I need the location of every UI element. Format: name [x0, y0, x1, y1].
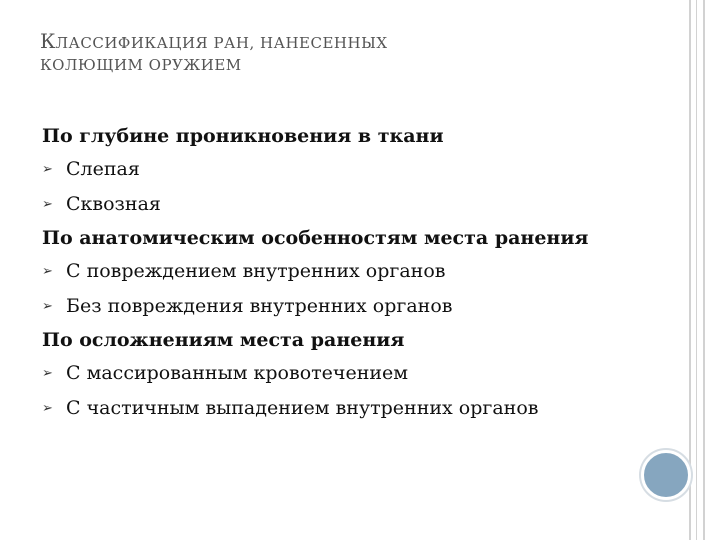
list-item — [42, 289, 672, 324]
list-item — [42, 254, 672, 289]
list-item-text: С массированным кровотечением — [66, 362, 409, 384]
title-line-1-text: ЛАССИФИКАЦИЯ РАН, НАНЕСЕННЫХ — [55, 34, 388, 52]
side-rule — [703, 0, 705, 540]
title-initial: К — [40, 29, 56, 53]
slide-title — [40, 22, 660, 74]
list-item-text: Сквозная — [66, 193, 161, 215]
arrow-bullet-icon: ➢ — [42, 197, 53, 212]
list-item-text: Слепая — [66, 158, 140, 180]
list-item — [42, 187, 672, 222]
section-heading-depth: По глубине проникновения в ткани — [42, 125, 444, 147]
side-rule — [696, 0, 697, 540]
section-heading-complications: По осложнениям места ранения — [42, 329, 405, 351]
title-line-1 — [40, 30, 660, 53]
arrow-bullet-icon: ➢ — [42, 299, 53, 314]
list-item-text: Без повреждения внутренних органов — [66, 295, 453, 317]
arrow-bullet-icon: ➢ — [42, 401, 53, 416]
list-item-text: С частичным выпадением внутренних органов — [66, 397, 539, 419]
list-item — [42, 391, 672, 426]
arrow-bullet-icon: ➢ — [42, 162, 53, 177]
arrow-bullet-icon: ➢ — [42, 264, 53, 279]
list-item-text: С повреждением внутренних органов — [66, 260, 446, 282]
list-item — [42, 152, 672, 187]
arrow-bullet-icon: ➢ — [42, 366, 53, 381]
decorative-circle-icon — [641, 450, 691, 500]
side-rule — [689, 0, 691, 540]
title-line-2: КОЛЮЩИМ ОРУЖИЕМ — [40, 56, 242, 74]
list-item — [42, 356, 672, 391]
slide-body — [42, 120, 672, 426]
section-heading-anatomy: По анатомическим особенностям места ранения — [42, 227, 589, 249]
